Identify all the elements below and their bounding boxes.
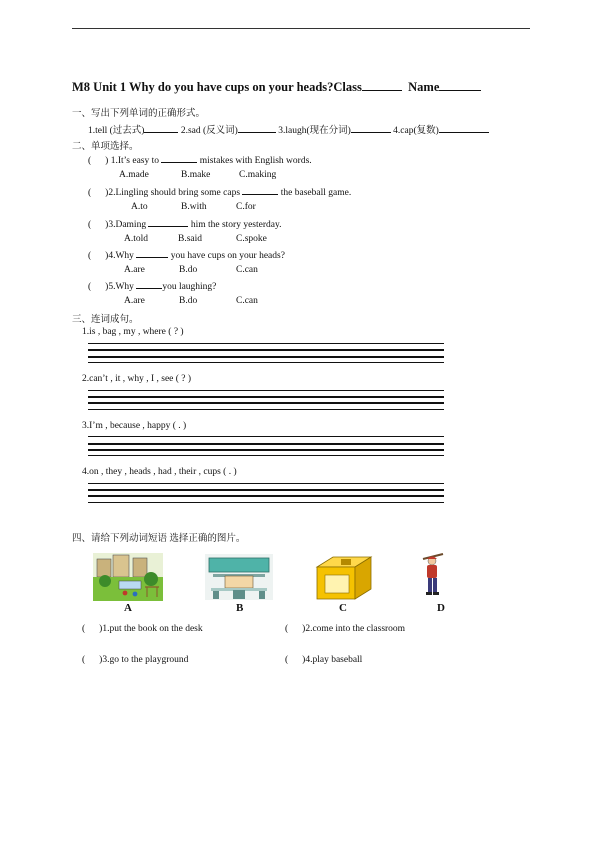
classroom-picture-icon [205,554,273,600]
picture-letter-c: C [339,602,347,614]
question-stem-b: you have cups on your heads? [170,251,285,261]
question-blank[interactable] [242,186,278,195]
question-stem-b: the baseball game. [280,188,352,198]
question-blank[interactable] [136,280,162,289]
writing-line[interactable] [88,402,444,404]
answer-paren-open: ( [88,220,92,230]
writing-line[interactable] [88,390,444,391]
reorder-item-4: 4.on , they , heads , had , their , cups ( . ) [82,467,237,477]
question-stem-b: him the story yesterday. [190,220,282,230]
q2-option-c[interactable]: C.for [236,202,256,212]
question-stem-b: mistakes with English words. [199,156,312,166]
name-label: Name [408,80,440,94]
class-label: Class [333,80,362,94]
question-stem-a: 2.Lingling should bring some caps [108,188,241,198]
question-stem-a: 5.Why [108,282,134,292]
s1-blank-2[interactable] [238,124,276,133]
writing-line[interactable] [88,455,444,456]
answer-paren-open: ( [88,282,92,292]
picture-letter-d: D [437,602,445,614]
question-4 [88,249,285,261]
answer-paren-close: ) [302,624,306,634]
top-rule [72,28,530,29]
section3-heading: 三、连词成句。 [72,315,139,325]
s1-blank-1[interactable] [144,124,178,133]
q1-option-c[interactable]: C.making [239,170,277,180]
match-item-text: 1.put the book on the desk [102,624,203,634]
answer-paren-open: ( [88,188,92,198]
desk-picture-icon [315,553,373,603]
match-item-text: 2.come into the classroom [305,624,406,634]
writing-line[interactable] [88,349,444,351]
answer-paren-open: ( [82,624,86,634]
section4-heading: 四、请给下列动词短语 选择正确的图片。 [72,534,246,544]
writing-line[interactable] [88,443,444,445]
answer-paren-close: ) [105,188,109,198]
s1-item-3: 3.laugh(现在分词) [278,126,351,136]
question-blank[interactable] [148,218,188,227]
q3-option-b[interactable]: B.said [178,234,203,244]
answer-paren-open: ( [285,655,289,665]
writing-line[interactable] [88,483,444,484]
q2-option-b[interactable]: B.with [181,202,207,212]
writing-line[interactable] [88,362,444,363]
q1-option-a[interactable]: A.made [119,170,149,180]
match-item-4 [285,655,362,665]
page-title [72,80,481,95]
name-blank[interactable] [439,80,481,91]
picture-letter-b: B [236,602,244,614]
section1-heading: 一、写出下列单词的正确形式。 [72,109,206,119]
match-item-3 [82,655,188,665]
answer-paren-open: ( [88,156,92,166]
question-stem-a: 4.Why [108,251,134,261]
answer-paren-close: ) [105,282,109,292]
section2-heading: 二、单项选择。 [72,142,139,152]
match-item-text: 3.go to the playground [102,655,189,665]
answer-paren-open: ( [82,655,86,665]
writing-line[interactable] [88,436,444,437]
q4-option-c[interactable]: C.can [236,265,258,275]
match-item-text: 4.play baseball [305,655,363,665]
playground-picture-icon [93,553,163,601]
question-3 [88,218,282,230]
question-blank[interactable] [161,154,197,163]
writing-line[interactable] [88,396,444,398]
answer-paren-close: ) [99,655,103,665]
question-stem-b: you laughing? [162,282,217,292]
q5-option-c[interactable]: C.can [236,296,258,306]
baseball-player-icon [419,551,447,601]
q5-option-a[interactable]: A.are [124,296,145,306]
writing-line[interactable] [88,343,444,344]
writing-line[interactable] [88,409,444,410]
picture-letter-a: A [124,602,132,614]
q5-option-b[interactable]: B.do [179,296,198,306]
q3-option-c[interactable]: C.spoke [236,234,267,244]
reorder-item-2: 2.can’t , it , why , I , see ( ? ) [82,374,192,384]
section1-items [88,122,489,136]
answer-paren-open: ( [88,251,92,261]
writing-line[interactable] [88,489,444,491]
s1-item-4: 4.cap(复数) [393,126,439,136]
writing-line[interactable] [88,495,444,497]
question-blank[interactable] [136,249,168,258]
question-stem-a: 3.Daming [108,220,147,230]
writing-line[interactable] [88,502,444,503]
s1-item-1: 1.tell (过去式) [88,126,145,136]
question-2 [88,186,351,198]
match-item-1 [82,624,203,634]
answer-paren-open: ( [285,624,289,634]
writing-line[interactable] [88,356,444,358]
s1-blank-4[interactable] [439,124,489,133]
answer-paren-close: ) [105,156,109,166]
answer-paren-close: ) [105,220,109,230]
q3-option-a[interactable]: A.told [124,234,149,244]
writing-line[interactable] [88,449,444,451]
class-blank[interactable] [362,80,402,91]
question-stem-a: 1.It’s easy to [110,156,160,166]
answer-paren-close: ) [302,655,306,665]
reorder-item-1: 1.is , bag , my , where ( ? ) [82,327,184,337]
answer-paren-close: ) [99,624,103,634]
s1-blank-3[interactable] [351,124,391,133]
question-5 [88,280,216,292]
q4-option-b[interactable]: B.do [179,265,198,275]
answer-paren-close: ) [105,251,109,261]
match-item-2 [285,624,405,634]
s1-item-2: 2.sad (反义词) [180,126,238,136]
q4-option-a[interactable]: A.are [124,265,145,275]
q1-option-b[interactable]: B.make [181,170,211,180]
q2-option-a[interactable]: A.to [131,202,148,212]
question-1 [88,154,312,166]
reorder-item-3: 3.I’m , because , happy ( . ) [82,421,187,431]
title-text: M8 Unit 1 Why do you have cups on your heads? [72,80,334,94]
